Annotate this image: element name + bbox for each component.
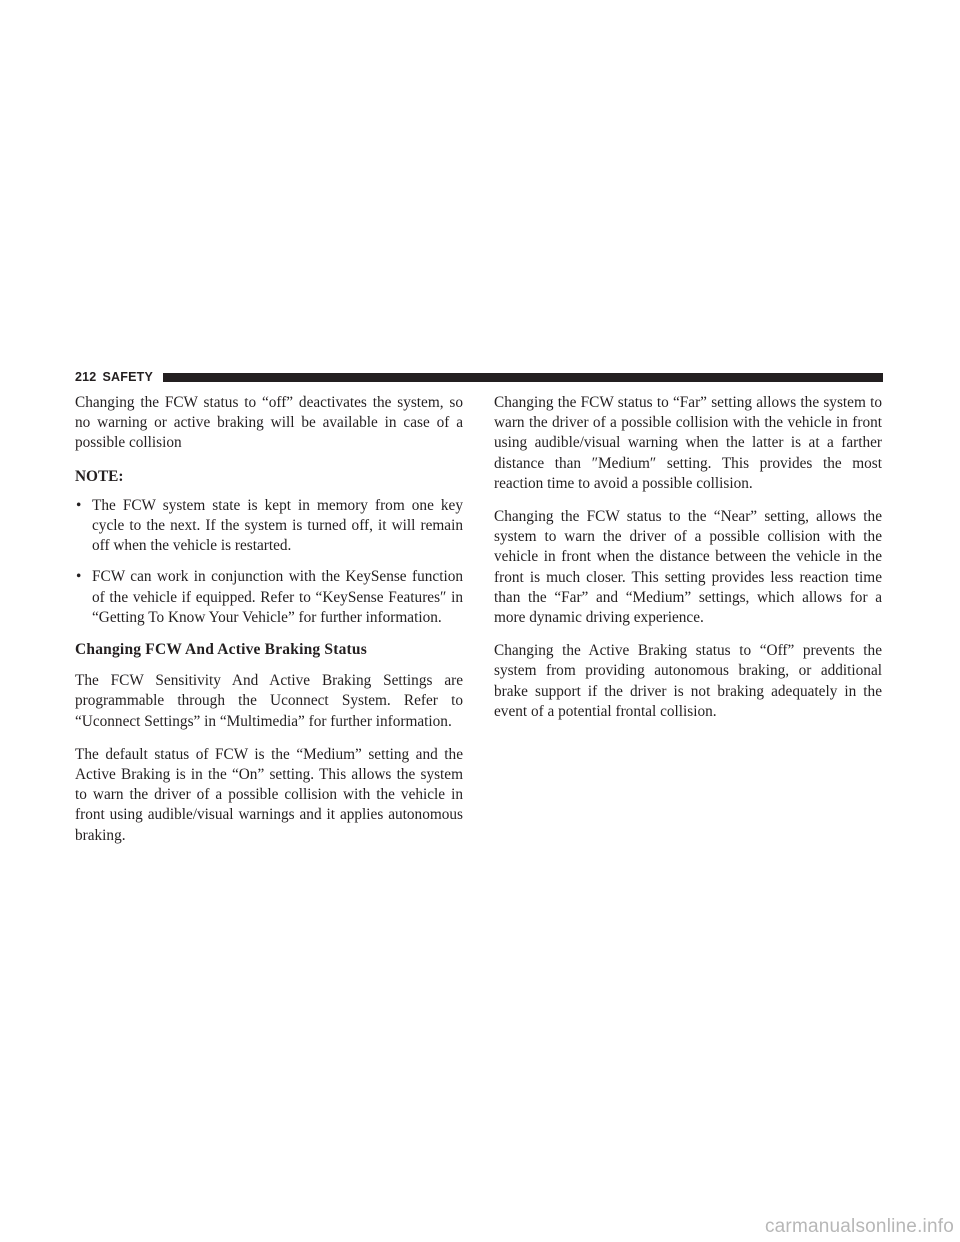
intro-paragraph: Changing the FCW status to “off” deactivates the system, so no warning or active braking will be available in case of a possible collision bbox=[75, 394, 463, 452]
list-item bbox=[75, 496, 463, 557]
list-item-text: FCW can work in conjunction with the KeySense function of the vehicle if equipped. Refer to “KeySense Features″ in “Getting To Know Your Vehicle” for further information. bbox=[92, 568, 463, 626]
page-number: 212 bbox=[75, 370, 97, 384]
list-item-text: The FCW system state is kept in memory from one key cycle to the next. If the system is turned off, it will remain off when the vehicle is restarted. bbox=[92, 496, 463, 555]
settings-paragraph: The FCW Sensitivity And Active Braking Settings are programmable through the Uconnect System. Refer to “Uconnect Settings” in “Multimedia” for further information. bbox=[75, 672, 463, 730]
section-subheading: Changing FCW And Active Braking Status bbox=[75, 641, 367, 659]
page-header bbox=[75, 370, 883, 384]
right-column bbox=[494, 393, 882, 735]
section-title: SAFETY bbox=[102, 370, 153, 384]
bullet-icon: • bbox=[76, 568, 82, 586]
watermark: carmanualsonline.info bbox=[764, 1216, 954, 1237]
default-status-paragraph: The default status of FCW is the “Medium” setting and the Active Braking is in the “On” setting. This allows the system to warn the driver of a possible collision with the vehicle in front using audible/visual warnings and it applies autonomous braking. bbox=[75, 745, 463, 844]
bullet-icon: • bbox=[76, 496, 82, 514]
left-column bbox=[75, 393, 463, 859]
list-item bbox=[75, 567, 463, 628]
active-braking-off-paragraph: Changing the Active Braking status to “Off” prevents the system from providing autonomous braking, or additional brake support if the driver is not braking adequately in the event of a potential frontal collision. bbox=[494, 642, 882, 720]
note-list bbox=[75, 496, 463, 628]
far-setting-paragraph: Changing the FCW status to “Far” setting allows the system to warn the driver of a possible collision with the vehicle in front using audible/visual warning when the latter is at a farther distance than ″Medium″ setting. This provides the most reaction time to avoid a possible collision. bbox=[494, 394, 882, 492]
header-rule bbox=[163, 373, 883, 382]
near-setting-paragraph: Changing the FCW status to the “Near” setting, allows the system to warn the driver of a possible collision with the vehicle in front when the distance between the vehicle in the front is much closer. This setting provides less reaction time than the “Far” and “Medium” settings, which allows for a more dynamic driving experience. bbox=[494, 508, 882, 627]
note-label: NOTE: bbox=[75, 467, 124, 485]
